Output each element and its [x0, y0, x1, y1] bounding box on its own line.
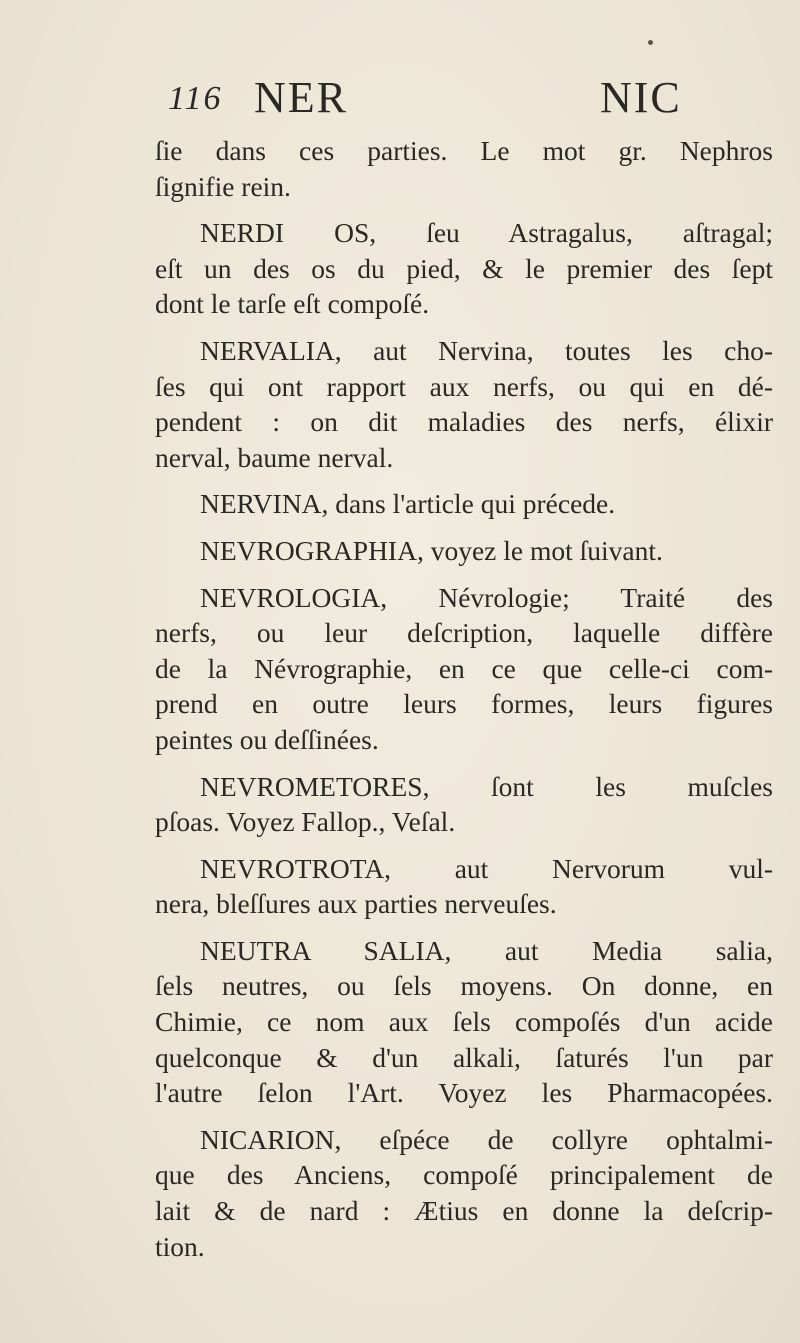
text-line: quelconque & d'un alkali, ſaturés l'un par [155, 1041, 773, 1073]
text-line: Chimie, ce nom aux ſels compoſés d'un acide [155, 1006, 773, 1038]
entry-headline-nerdi-os: NERDI OS, ſeu Astragalus, aſtragal; [200, 217, 773, 249]
text-line: ſignifie rein. [155, 170, 291, 202]
text-line: nerfs, ou leur deſcription, laquelle diffère [155, 617, 773, 649]
header-right-word: NIC [600, 73, 682, 122]
text-line: ſes qui ont rapport aux nerfs, ou qui en dé- [155, 370, 773, 402]
text-line: ſie dans ces parties. Le mot gr. Nephros [155, 135, 773, 166]
entry-headline-nervina: NERVINA, dans l'article qui précede. [200, 488, 616, 520]
entry-headline-nevrographia: NEVROGRAPHIA, voyez le mot ſuivant. [200, 534, 663, 566]
header-left-word: NER [254, 73, 348, 122]
text-line: prend en outre leurs formes, leurs figures [155, 688, 773, 720]
page-number: 116 [168, 80, 223, 117]
text-line: nera, bleſſures aux parties nerveuſes. [155, 888, 557, 920]
dictionary-text [155, 133, 773, 1264]
text-line: que des Anciens, compoſé principalement de [155, 1159, 773, 1191]
text-line: pendent : on dit maladies des nerfs, élixir [155, 406, 773, 438]
text-line: de la Névrographie, en ce que celle-ci com- [155, 652, 773, 684]
text-line: nerval, baume nerval. [155, 441, 394, 473]
entry-headline-nevrologia: NEVROLOGIA, Névrologie; Traité des [200, 581, 773, 613]
text-line: peintes ou deſſinées. [155, 723, 379, 755]
text-line: dont le tarſe eſt compoſé. [155, 288, 430, 320]
text-line: tion. [155, 1230, 205, 1262]
entry-headline-nevrometores: NEVROMETORES, ſont les muſcles [200, 770, 773, 802]
text-line: l'autre ſelon l'Art. Voyez les Pharmacopées. [155, 1077, 773, 1109]
entry-headline-neutra-salia: NEUTRA SALIA, aut Media salia, [200, 934, 773, 966]
entry-headline-nevrotrota: NEVROTROTA, aut Nervorum vul- [200, 852, 773, 884]
entry-headline-nervalia: NERVALIA, aut Nervina, toutes les cho- [200, 334, 773, 366]
text-line: ſels neutres, ou ſels moyens. On donne, en [155, 970, 773, 1002]
running-header [168, 72, 688, 132]
text-line: pſoas. Voyez Fallop., Veſal. [155, 806, 456, 838]
text-line: lait & de nard : Ætius en donne la deſcrip- [155, 1195, 773, 1227]
ink-speck [648, 40, 653, 45]
entry-headline-nicarion: NICARION, eſpéce de collyre ophtalmi- [200, 1123, 773, 1155]
text-line: eſt un des os du pied, & le premier des ſept [155, 252, 773, 284]
